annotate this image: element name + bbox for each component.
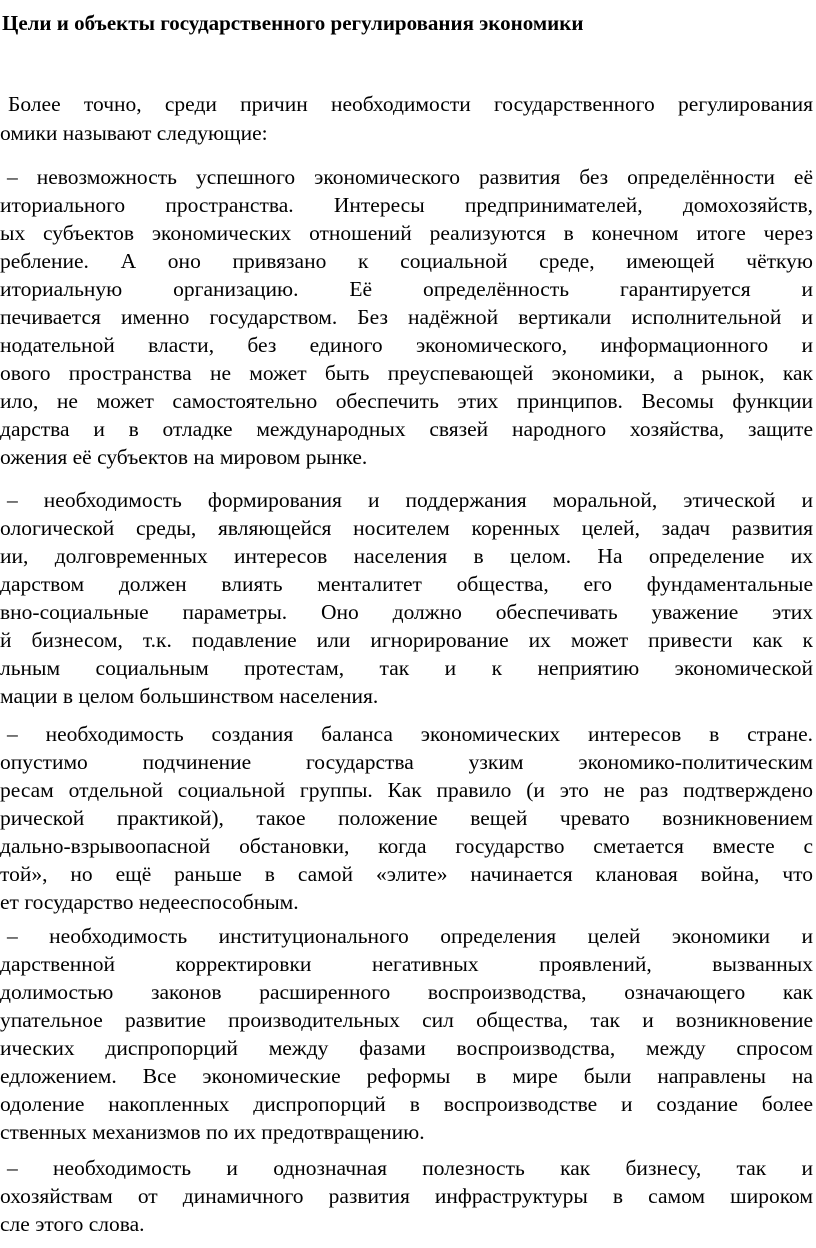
text-line: ических диспропорций между фазами воспроизводства, между спросом — [0, 1036, 813, 1060]
text-line: едложением. Все экономические реформы в мире были направлены на — [0, 1064, 813, 1088]
text-line: долимостью законов расширенного воспроизводства, означающего как — [0, 980, 813, 1004]
text-line: ило, не может самостоятельно обеспечить этих принципов. Весомы функции — [0, 389, 813, 413]
text-line: – необходимость создания баланса экономических интересов в стране. — [7, 722, 813, 746]
text-line: иториального пространства. Интересы предпринимателей, домохозяйств, — [0, 193, 813, 217]
text-line: омики называют следующие: — [0, 121, 268, 145]
text-line: й бизнесом, т.к. подавление или игнорирование их может привести как к — [0, 628, 813, 652]
text-line: ии, долговременных интересов населения в целом. На определение их — [0, 544, 813, 568]
text-line: ового пространства не может быть преуспевающей экономики, а рынок, как — [0, 361, 813, 385]
text-line: ожения её субъектов на мировом рынке. — [0, 445, 368, 469]
text-line: ственных механизмов по их предотвращению. — [0, 1120, 425, 1144]
text-line: упательное развитие производительных сил общества, так и возникновение — [0, 1008, 813, 1032]
text-line: мации в целом большинством населения. — [0, 684, 379, 708]
text-line: ребление. А оно привязано к социальной среде, имеющей чёткую — [0, 249, 813, 273]
text-line: охозяйствам от динамичного развития инфраструктуры в самом широком — [0, 1184, 813, 1208]
text-line: дарственной корректировки негативных проявлений, вызванных — [0, 952, 813, 976]
text-line: дарством должен влиять менталитет общества, его фундаментальные — [0, 572, 813, 596]
text-line: опустимо подчинение государства узким экономико-политическим — [0, 750, 813, 774]
text-line: дарства и в отладке международных связей народного хозяйства, защите — [0, 417, 813, 441]
text-line: ых субъектов экономических отношений реализуются в конечном итоге через — [0, 221, 813, 245]
text-line: – необходимость формирования и поддержания моральной, этической и — [7, 488, 813, 512]
text-line: рической практикой), такое положение вещей чревато возникновением — [0, 806, 813, 830]
text-line: – необходимость и однозначная полезность как бизнесу, так и — [7, 1156, 813, 1180]
text-line: льным социальным протестам, так и к неприятию экономической — [0, 656, 813, 680]
text-line: Более точно, среди причин необходимости государственного регулирования — [8, 92, 813, 116]
text-line: вно-социальные параметры. Оно должно обеспечивать уважение этих — [0, 600, 813, 624]
text-line: – необходимость институционального определения целей экономики и — [7, 924, 813, 948]
text-line: ологической среды, являющейся носителем коренных целей, задач развития — [0, 516, 813, 540]
text-line: – невозможность успешного экономического развития без определённости её — [7, 165, 813, 189]
text-line: той», но ещё раньше в самой «элите» начинается клановая война, что — [0, 862, 813, 886]
text-line: ет государство недееспособным. — [0, 890, 299, 914]
text-line: одоление накопленных диспропорций в воспроизводстве и создание более — [0, 1092, 813, 1116]
text-line: нодательной власти, без единого экономического, информационного и — [0, 333, 813, 357]
document-title: Цели и объекты государственного регулирования экономики — [2, 11, 584, 35]
text-line: печивается именно государством. Без надёжной вертикали исполнительной и — [0, 305, 813, 329]
text-line: иториальную организацию. Её определённость гарантируется и — [0, 277, 813, 301]
text-line: сле этого слова. — [0, 1212, 145, 1236]
text-line: дально-взрывоопасной обстановки, когда государство сметается вместе с — [0, 834, 813, 858]
text-line: ресам отдельной социальной группы. Как правило (и это не раз подтверждено — [0, 778, 813, 802]
